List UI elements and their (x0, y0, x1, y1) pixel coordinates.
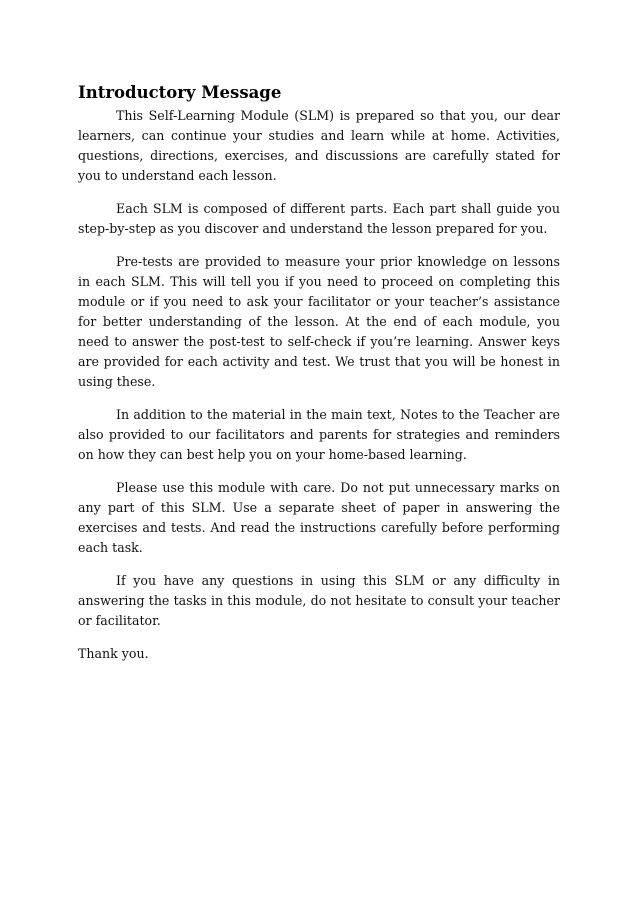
paragraph-questions: If you have any questions in using this SLM or any difficulty in answering the tasks in this module, do not hesitate to consult your teacher or facilitator. (78, 573, 560, 628)
paragraph-parts: Each SLM is composed of different parts. Each part shall guide you step-by-step as you discover and understand the lesson prepared for you. (78, 201, 560, 236)
paragraph-notes-to-teacher: In addition to the material in the main text, Notes to the Teacher are also provided to our facilitators and parents for strategies and reminders on how they can best help you on your home-based learning. (78, 407, 560, 462)
page-title: Introductory Message (78, 83, 282, 102)
paragraph-pretests: Pre-tests are provided to measure your prior knowledge on lessons in each SLM. This will tell you if you need to proceed on completing this module or if you need to ask your facilitator or your teacher’s assistance for better understanding of the lesson. At the end of each module, you need to answer the post-test to self-check if you’re learning. Answer keys are provided for each activity and test. We trust that you will be honest in using these. (78, 254, 560, 389)
paragraph-intro: This Self-Learning Module (SLM) is prepared so that you, our dear learners, can continue your studies and learn while at home. Activities, questions, directions, exercises, and discussions are carefully stated for you to understand each lesson. (78, 108, 560, 183)
closing-line: Thank you. (78, 646, 149, 661)
document-body (78, 82, 560, 677)
paragraph-care-instructions: Please use this module with care. Do not put unnecessary marks on any part of this SLM. Use a separate sheet of paper in answering the exercises and tests. And read the instructions carefully before performing each task. (78, 480, 560, 555)
